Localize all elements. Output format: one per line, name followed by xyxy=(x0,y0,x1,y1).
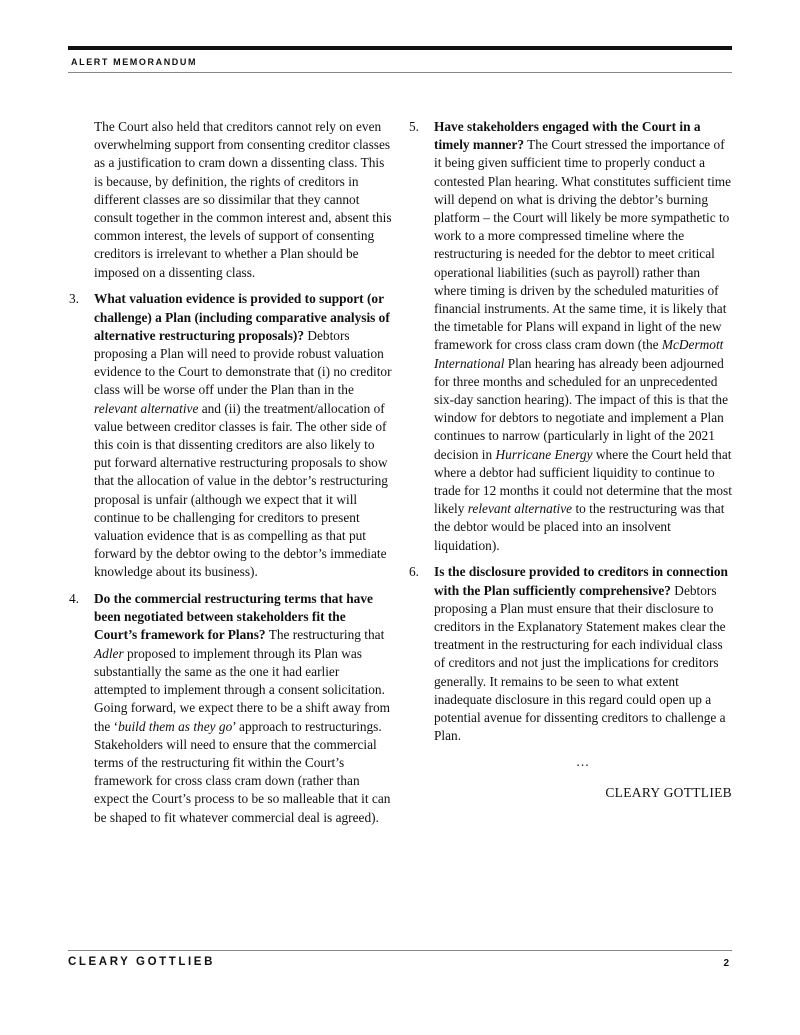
item-number: 6. xyxy=(409,564,420,580)
item-question: Have stakeholders engaged with the Court in a timely manner? xyxy=(434,119,701,153)
item-body: Plan hearing has already been adjourned for three months and scheduled for an unprecedented six-day sanction hearing). The impact of this is that the window for debtors to negotiate and implement a Plan continues to narrow (particularly in light of the 2021 decision in xyxy=(434,355,728,462)
list-item-3 xyxy=(69,290,392,581)
item-number: 4. xyxy=(69,591,80,607)
footer-brand: CLEARY GOTTLIEB xyxy=(68,956,215,968)
list-item-6 xyxy=(409,563,732,745)
list-item-4 xyxy=(69,590,392,827)
left-column xyxy=(69,118,392,827)
item-body: Debtors proposing a Plan must ensure that their disclosure to creditors in the Explanatory Statement makes clear the treatment in the restructuring for each individual class of creditors and not just the implications for creditors generally. It remains to be seen to what extent inadequate disclosure in this regard could open up a potential avenue for dissenting creditors to challenge a Plan. xyxy=(434,582,726,744)
intro-paragraph: The Court also held that creditors cannot rely on even overwhelming support from consenting creditor classes as a justification to cram down a dissenting class. This is because, by definition, the rights of creditors in different classes are so dissimilar that they cannot consult together in the common interest and, absent this common interest, the levels of support of consenting creditors is irrelevant to whether a Plan should be imposed on a dissenting class. xyxy=(94,119,392,280)
list-item-5 xyxy=(409,118,732,555)
item-question: Is the disclosure provided to creditors in connection with the Plan sufficiently comprehensive? xyxy=(434,564,728,598)
item-body: where the Court held that where a debtor had sufficient liquidity to continue to trade for 12 months it could not determine that the most likely xyxy=(434,446,732,517)
item-emphasis: Adler xyxy=(94,645,124,661)
item-text xyxy=(94,590,392,827)
item-text xyxy=(434,563,732,745)
right-column xyxy=(409,118,732,802)
item-emphasis: build them as they go xyxy=(118,718,233,734)
item-body: The Court stressed the importance of it being given sufficient time to properly conduct a contested Plan hearing. What constitutes sufficient time will depend on what is driving the debtor’s burning platform – the Court will likely be more sympathetic to work to a more compressed timeline where the restructuring is needed for the debtor to meet critical operational liabilities (such as payroll) rather than where timing is driven by the scheduled maturities of financial instruments. At the same time, it is likely that the timetable for Plans will expand in light of the new framework for cross class cram down (the xyxy=(434,137,732,353)
item-body: to the restructuring was that the debtor would be placed into an insolvent liquidation). xyxy=(434,501,725,553)
signature: CLEARY GOTTLIEB xyxy=(605,784,732,800)
header-rule xyxy=(68,72,732,73)
item-emphasis: McDermott International xyxy=(434,337,724,371)
top-rule xyxy=(68,46,732,50)
header-label: ALERT MEMORANDUM xyxy=(71,57,198,67)
item-number: 3. xyxy=(69,291,80,307)
item-emphasis: relevant alternative xyxy=(94,400,199,416)
item-text xyxy=(434,118,732,555)
page-number: 2 xyxy=(723,958,729,969)
item-emphasis: Hurricane Energy xyxy=(495,446,593,462)
item-question: What valuation evidence is provided to support (or challenge) a Plan (including comparative analysis of alternative restructuring proposals)? xyxy=(94,291,390,343)
ellipsis: … xyxy=(575,754,591,770)
item-body: and (ii) the treatment/allocation of value between creditor classes is fair. The other side of this coin is that dissenting creditors are also likely to put forward alternative restructuring proposals to show that the allocation of value in the debtor’s restructuring proposal is unfair (although we expect that it will continue to be challenging for creditors to present valuation evidence that is as compelling as that put forward by the debtor owing to the debtor’s immediate knowledge about its business). xyxy=(94,400,388,580)
item-number: 5. xyxy=(409,119,420,134)
footer-rule xyxy=(68,950,732,951)
item-body: ’ approach to restructurings. Stakeholders will need to ensure that the commercial terms of the restructuring fit within the Court’s framework for cross class cram down (rather than expect the Court’s process to be so malleable that it can be shaped to fit whatever commercial deal is agreed). xyxy=(94,718,391,825)
item-body: The restructuring that xyxy=(265,627,385,643)
item-body: proposed to implement through its Plan was substantially the same as the one it had earlier attempted to implement through a consent solicitation. Going forward, we expect there to be a shift away from the ‘ xyxy=(94,645,391,734)
item-question: Do the commercial restructuring terms that have been negotiated between stakeholders fit the Court’s framework for Plans? xyxy=(94,591,373,643)
item-text xyxy=(94,290,392,581)
item-body: Debtors proposing a Plan will need to provide robust valuation evidence to the Court to demonstrate that (i) no creditor class will be worse off under the Plan than in the xyxy=(94,327,392,398)
item-emphasis: relevant alternative xyxy=(467,501,573,517)
